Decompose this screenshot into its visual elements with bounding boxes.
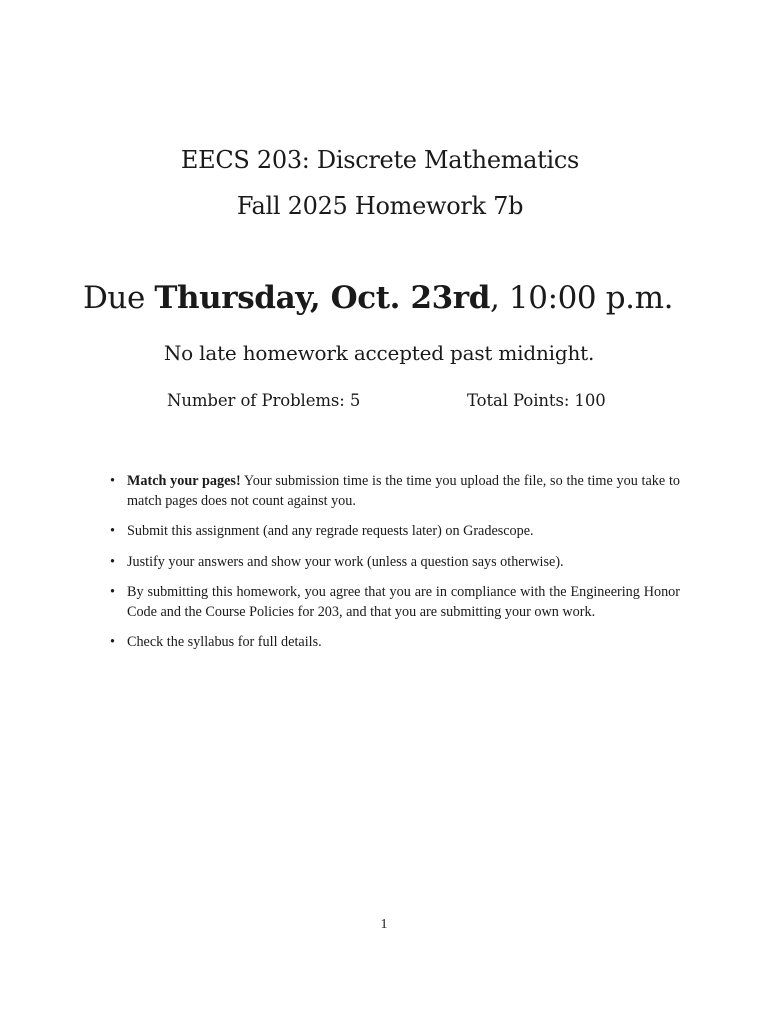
course-title: EECS 203: Discrete Mathematics	[180, 146, 580, 174]
assignment-title: Fall 2025 Homework 7b	[236, 192, 524, 220]
rule-text: Submit this assignment (and any regrade requests later) on Gradescope.	[127, 523, 534, 539]
total-points: Total Points: 100	[467, 391, 606, 410]
rule-text: Justify your answers and show your work (unless a question says otherwise).	[127, 553, 564, 570]
due-date: Thursday, Oct. 23rd	[154, 280, 491, 316]
due-date-line	[0, 280, 756, 316]
page-number: 1	[380, 917, 388, 932]
list-item	[110, 553, 680, 573]
late-policy: No late homework accepted past midnight.	[163, 341, 595, 365]
list-item	[110, 633, 680, 653]
problem-count: Number of Problems: 5	[167, 391, 361, 410]
due-time: , 10:00 p.m.	[490, 280, 674, 316]
rule-text: By submitting this homework, you agree that you are in compliance with the Engineering Honor Code and the Course Policies for 203, and that you are submitting your own work.	[127, 584, 680, 620]
due-prefix: Due	[82, 280, 155, 316]
instructions-list	[110, 472, 680, 664]
list-item	[110, 472, 680, 511]
rule-text: Check the syllabus for full details.	[127, 634, 322, 650]
bullet-icon: •	[110, 634, 115, 650]
bullet-icon: •	[110, 584, 115, 600]
bullet-icon: •	[110, 523, 115, 539]
list-item	[110, 522, 680, 542]
bullet-icon: •	[110, 553, 115, 570]
bullet-icon: •	[110, 473, 115, 489]
rule-emphasis: Match your pages!	[127, 473, 241, 489]
rule-text: Your submission time is the time you upload the file, so the time you take to match pages does not count against you.	[127, 473, 680, 509]
list-item	[110, 583, 680, 622]
